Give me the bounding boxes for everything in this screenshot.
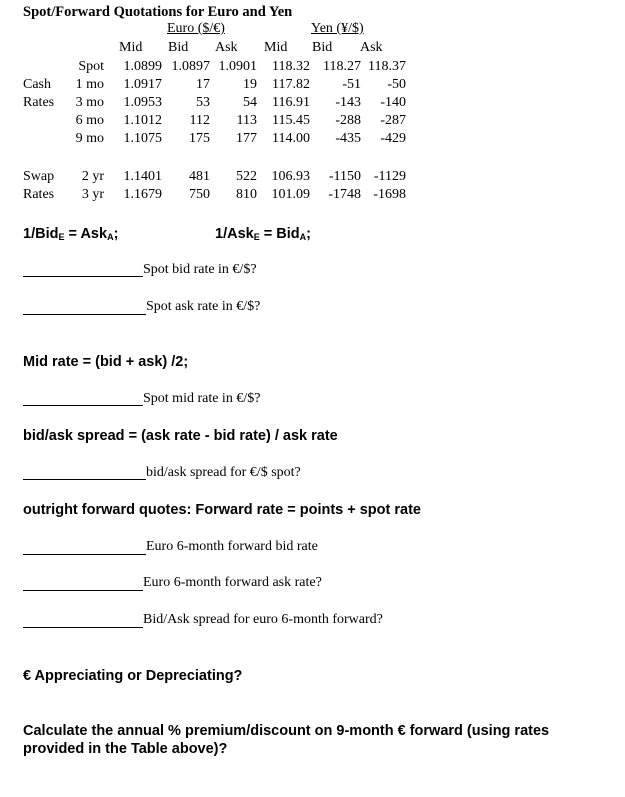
col-header-euro-mid: Mid xyxy=(119,40,143,55)
table-cell: 17 xyxy=(196,77,210,92)
table-cell: 112 xyxy=(189,113,210,128)
table-cell: 750 xyxy=(189,187,210,202)
table-cell: 116.91 xyxy=(272,95,310,110)
row-group-label: Cash xyxy=(23,77,51,92)
table-cell: -143 xyxy=(335,95,361,110)
answer-blank-spot-mid[interactable] xyxy=(23,405,143,406)
table-cell: 115.45 xyxy=(272,113,310,128)
row-tenor-label: 1 mo xyxy=(75,77,104,92)
answer-blank-fwd-ask[interactable] xyxy=(23,590,143,591)
table-cell: 53 xyxy=(196,95,210,110)
table-cell: 1.0897 xyxy=(171,59,210,74)
question-spread: bid/ask spread for €/$ spot? xyxy=(146,465,301,480)
table-cell: -51 xyxy=(342,77,361,92)
annual-premium-question: Calculate the annual % premium/discount on 9-month € forward (using rates provided in the Table above)? xyxy=(23,723,550,757)
table-cell: 117.82 xyxy=(272,77,310,92)
row-group-label: Rates xyxy=(23,187,55,202)
question-spot-ask: Spot ask rate in €/$? xyxy=(146,299,261,314)
col-header-yen-mid: Mid xyxy=(264,40,288,55)
spread-formula: bid/ask spread = (ask rate - bid rate) / ask rate xyxy=(23,428,338,444)
euro-header: Euro ($/€) xyxy=(167,21,225,36)
col-header-yen-bid: Bid xyxy=(312,40,333,55)
formula-ask-euro: 1/Ask$_E$ = Bid$_A$; xyxy=(215,226,311,242)
table-cell: 101.09 xyxy=(271,187,310,202)
answer-blank-fwd-spread[interactable] xyxy=(23,627,143,628)
table-cell: 114.00 xyxy=(272,131,310,146)
table-cell: 1.1679 xyxy=(123,187,162,202)
outright-formula: outright forward quotes: Forward rate = points + spot rate xyxy=(23,502,421,518)
row-group-label: Swap xyxy=(23,169,55,184)
question-fwd-spread: Bid/Ask spread for euro 6-month forward? xyxy=(143,612,383,627)
table-cell: 106.93 xyxy=(271,169,310,184)
table-cell: 118.27 xyxy=(323,59,361,74)
table-cell: 113 xyxy=(236,113,257,128)
table-cell: 118.32 xyxy=(272,59,310,74)
answer-blank-spot-ask[interactable] xyxy=(23,314,146,315)
table-cell: 1.1012 xyxy=(123,113,162,128)
table-cell: 481 xyxy=(189,169,210,184)
question-fwd-ask: Euro 6-month forward ask rate? xyxy=(143,575,322,590)
table-cell: 1.1401 xyxy=(123,169,162,184)
row-tenor-label: 2 yr xyxy=(81,169,104,184)
answer-blank-fwd-bid[interactable] xyxy=(23,554,146,555)
row-group-label: Rates xyxy=(23,95,55,110)
question-fwd-bid: Euro 6-month forward bid rate xyxy=(146,539,318,554)
table-cell: 54 xyxy=(243,95,257,110)
row-tenor-label: 9 mo xyxy=(75,131,104,146)
answer-blank-spread[interactable] xyxy=(23,479,146,480)
table-cell: 118.37 xyxy=(368,59,406,74)
table-cell: -1698 xyxy=(373,187,406,202)
table-cell: -1748 xyxy=(328,187,361,202)
row-tenor-label: 3 yr xyxy=(81,187,104,202)
answer-blank-spot-bid[interactable] xyxy=(23,276,143,277)
table-cell: -435 xyxy=(335,131,361,146)
table-cell: -1150 xyxy=(328,169,361,184)
table-cell: 1.1075 xyxy=(123,131,162,146)
col-header-euro-ask: Ask xyxy=(215,40,238,55)
table-cell: 810 xyxy=(236,187,257,202)
table-cell: 1.0917 xyxy=(123,77,162,92)
row-tenor-label: Spot xyxy=(78,59,104,74)
table-cell: 1.0953 xyxy=(123,95,162,110)
table-cell: -50 xyxy=(387,77,406,92)
table-cell: 19 xyxy=(243,77,257,92)
table-cell: -140 xyxy=(380,95,406,110)
table-cell: -288 xyxy=(335,113,361,128)
table-cell: 522 xyxy=(236,169,257,184)
col-header-yen-ask: Ask xyxy=(360,40,383,55)
row-tenor-label: 6 mo xyxy=(75,113,104,128)
table-cell: 177 xyxy=(236,131,257,146)
table-cell: -287 xyxy=(380,113,406,128)
question-spot-mid: Spot mid rate in €/$? xyxy=(143,391,261,406)
yen-header: Yen (¥/$) xyxy=(311,21,364,36)
table-cell: -1129 xyxy=(373,169,406,184)
table-cell: 1.0899 xyxy=(123,59,162,74)
question-spot-bid: Spot bid rate in €/$? xyxy=(143,262,257,277)
page-title: Spot/Forward Quotations for Euro and Yen xyxy=(23,4,293,20)
table-cell: 1.0901 xyxy=(218,59,257,74)
formula-bid-euro: 1/Bid$_E$ = Ask$_A$; xyxy=(23,226,119,242)
mid-rate-formula: Mid rate = (bid + ask) /2; xyxy=(23,354,189,370)
col-header-euro-bid: Bid xyxy=(168,40,189,55)
table-cell: 175 xyxy=(189,131,210,146)
appreciating-question: € Appreciating or Depreciating? xyxy=(23,668,243,684)
row-tenor-label: 3 mo xyxy=(75,95,104,110)
table-cell: -429 xyxy=(380,131,406,146)
